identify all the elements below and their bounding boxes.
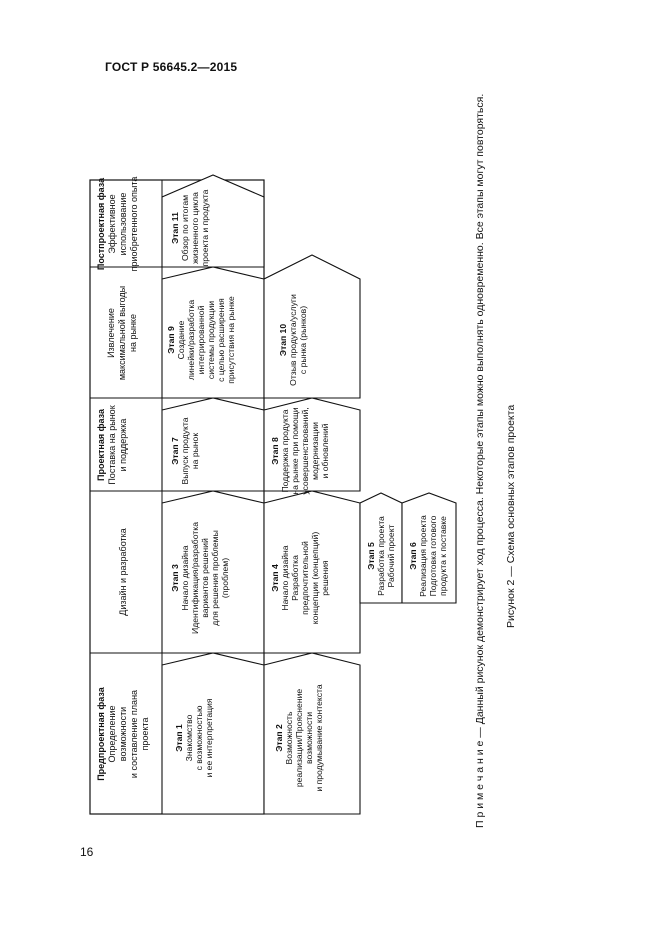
stage-11-line: Обзор по итогам <box>180 194 190 262</box>
phase-2-line: Дизайн и разработка <box>118 528 128 616</box>
phase-3-line: Поставка на рынок <box>107 405 117 485</box>
stage-11-line: проекта и продукта <box>200 189 210 267</box>
stage-4-title: Этап 4 <box>270 564 280 592</box>
stage-9-line: с целью расширения <box>216 298 226 382</box>
phase-5-line: использование <box>118 192 128 256</box>
phase-3 <box>96 405 128 484</box>
stage-4-line: решения <box>320 560 330 596</box>
figure-note <box>474 94 486 828</box>
stage-3-line: (проблем) <box>220 557 230 599</box>
phase-3-line: и поддержка <box>118 418 128 472</box>
stage-2-line: Возможность <box>284 711 294 765</box>
stage-9-line: Создание <box>176 320 186 360</box>
stage-1-title: Этап 1 <box>174 724 184 752</box>
stage-8-line: усовершенствований, <box>300 407 310 495</box>
stage-9-title: Этап 9 <box>166 326 176 354</box>
stage-3-line: для решения проблемы <box>210 530 220 626</box>
phase-1-line: проекта <box>140 717 150 751</box>
stage-3-line: вариантов решений <box>200 538 210 618</box>
stage-1-line: Знакомство <box>184 714 194 762</box>
stage-2-line: реализации/Прояснение <box>294 688 304 788</box>
stage-10-line: Отзыв продукта/услуги <box>288 294 298 386</box>
phase-5-title: Постпроектная фаза <box>96 177 106 271</box>
stage-6-line: Подготовка готового <box>428 515 438 597</box>
phase-1-line: Определение <box>107 705 117 763</box>
stage-8-line: и обновлений <box>320 423 330 479</box>
note-text: — Данный рисунок демонстрирует ход процесса. Некоторые этапы можно выполнять одновременно. Все этапы могут повторяться. <box>474 93 486 741</box>
phase-1 <box>96 686 150 781</box>
phase-3-title: Проектная фаза <box>96 409 106 481</box>
stage-5-line: Разработка проекта <box>376 516 386 596</box>
stage-3-line: Идентификация/разработка <box>190 522 200 634</box>
stage-1-line: с возможностью <box>194 705 204 771</box>
stage-9-line: линейки/разработка <box>186 299 196 381</box>
note-lead: П р и м е ч а н и е <box>474 740 486 828</box>
page-number: 16 <box>80 845 94 859</box>
stage-6-line: Реализация проекта <box>418 515 428 597</box>
phase-5-line: приобретенного опыта <box>129 176 139 272</box>
stage-7-line: на рынок <box>190 432 200 470</box>
stage-2-title: Этап 2 <box>274 724 284 752</box>
stage-9-line: интегрированной <box>196 305 206 375</box>
stage-10-title: Этап 10 <box>278 323 288 357</box>
stage-9-line: присутствия на рынке <box>226 296 236 384</box>
phase-5 <box>96 177 139 272</box>
stage-4-line: концепции (концепций) <box>310 531 320 625</box>
stage-7-line: Выпуск продукта <box>180 417 190 485</box>
stage-3-line: Начало дизайна <box>180 545 190 611</box>
phase-4-line: Извлечение <box>106 308 116 358</box>
phase-4-line: на рынке <box>128 314 138 352</box>
project-stages-diagram <box>86 148 661 818</box>
stage-5-title: Этап 5 <box>366 542 376 570</box>
phase-4 <box>106 286 138 380</box>
stage-4-line: Разработка <box>290 555 300 601</box>
stage-7-title: Этап 7 <box>170 437 180 465</box>
stage-11-line: жизненного цикла <box>190 192 200 264</box>
stage-5-line: Рабочий проект <box>386 524 396 588</box>
stage-10-line: с рынка (рынков) <box>298 305 308 375</box>
stage-4-line: предпочтительной <box>300 541 310 615</box>
stage-4-line: Начало дизайна <box>280 545 290 611</box>
phase-4-line: максимальной выгоды <box>117 285 127 381</box>
stage-3-title: Этап 3 <box>170 564 180 592</box>
phase-1-line: и составление плана <box>129 689 139 779</box>
phase-1-line: возможности <box>118 706 128 762</box>
stage-2-line: и продумывание контекста <box>314 684 324 792</box>
stage-6-line: продукта к поставке <box>438 516 448 596</box>
document-header: ГОСТ Р 56645.2—2015 <box>105 60 238 74</box>
stage-1-line: и ее интерпретация <box>204 698 214 778</box>
phase-2 <box>118 528 128 616</box>
stage-2-line: возможности <box>304 712 314 764</box>
stage-8-title: Этап 8 <box>270 437 280 465</box>
stage-8-line: модернизации <box>310 422 320 480</box>
stage-11-title: Этап 11 <box>170 212 180 244</box>
figure-caption: Рисунок 2 — Схема основных этапов проекта <box>505 404 517 628</box>
stage-9-line: системы продукции <box>206 300 216 380</box>
stage-8-line: Поддержка продукта <box>280 409 290 493</box>
phase-5-line: Эффективное <box>107 194 117 254</box>
stage-8-line: на рынке при помощи <box>290 407 300 495</box>
phase-1-title: Предпроектная фаза <box>96 687 106 781</box>
stage-6-title: Этап 6 <box>408 542 418 570</box>
